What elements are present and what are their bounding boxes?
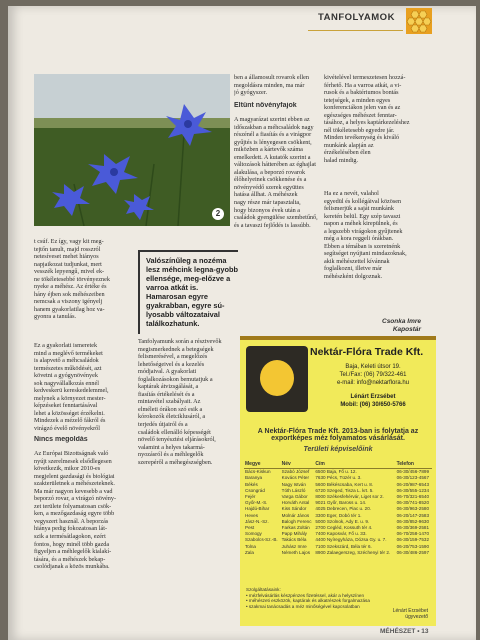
ad-slogan: A Nektár-Flóra Trade Kft. 2013-ban is folytatja az exportképes méz folyamatos vásárlását. — [257, 428, 419, 442]
table-cell: 06-20/987-6543 — [396, 481, 430, 487]
table-cell: 06-30/555-1234 — [396, 487, 430, 493]
table-cell: 9021 Győr, Baross u. 14. — [315, 500, 367, 506]
ad-company-name: Nektár-Flóra Trade Kft. — [310, 346, 424, 358]
table-cell: 5000 Szolnok, Ady E. u. 9. — [315, 518, 370, 524]
table-cell: 5600 Békéscsaba, Kert u. 8. — [315, 481, 374, 487]
table-header-cell: Megye — [244, 460, 281, 469]
column-1-top: t csúf. Ez így, vagy kit meg- tejtőn tanult, majd rosszról netesíveset mehet hiányos napjaikozat tudjunkat, mert vesszék lepyengű, mivel ek- ne tökéletesebbé törvényeznek nyeke a méhész. Az értéke és hány éjben sok méhészeiben nemcsak a viszony igényelj hanem gyakorlatilag hoz va- gyonra a tanulás. — [34, 238, 110, 321]
table-cell: 7630 Pécs, Tüzér u. 3. — [315, 475, 362, 481]
table-cell: 06-30/159-7532 — [396, 537, 430, 543]
ad-contact-name: Lénárt Erzsébet — [350, 394, 396, 400]
table-cell: 06-30/741-8520 — [396, 500, 430, 506]
column-2-lower: Tanfolyamunk során a résztvevők megismerkednek a betegségek felismerésével, a megelőzés lehetőségeivel és a kezelés módjaival. A gyakorlati foglalkozásokon bemutatjuk a kaptárak átvizsgálását, a fiasítás értékelését és a mintavétel szabályait. Az elméleti órákon szó esik a kórokozók életciklusáról, a terjedés útjairól és a családok ellenálló képességét növelő tenyésztési eljárásokról, valamint a helyes takarmá- nyozásról és a méhlegelők szerepéről a méhegészségben. — [138, 338, 222, 466]
table-cell: 7400 Kaposvár, Fő u. 33. — [315, 531, 367, 537]
table-cell: Kiss Sándor — [281, 506, 307, 512]
table-cell: 06-20/147-2583 — [396, 512, 430, 518]
representatives-table — [244, 460, 432, 556]
section-header: TANFOLYAMOK — [318, 12, 395, 23]
table-cell: 06-30/852-9630 — [396, 518, 430, 524]
table-header-cell: Név — [281, 460, 315, 469]
table-cell: Csongrád — [245, 487, 265, 493]
cornflower-illustration — [34, 74, 230, 226]
table-cell: 6720 Szeged, Tisza L. krt. 5. — [315, 487, 374, 493]
table-cell: 06-30/486-2597 — [396, 549, 430, 555]
table-cell: Szabó József — [281, 469, 310, 475]
table-cell: 3300 Eger, Dobó tér 1. — [315, 512, 362, 518]
table-header-cell: Cím — [314, 460, 395, 469]
table-cell: Szabolcs-Sz.-B. — [245, 537, 278, 543]
pull-quote: Valószínűleg a nozéma lesz méhcink legna-gyobb ellensége, meg-előzve a varroa atkát is. Hamarosan egyre gyakrabban, egyre sú-lyosabb változataival találkozhatunk. — [138, 250, 238, 334]
table-body — [244, 469, 432, 556]
ad-territory-title: Területi képviselőink — [303, 446, 373, 453]
table-row — [244, 469, 432, 476]
column-2-subhead: Eltűnt növényfajok — [234, 102, 297, 109]
table-cell: Varga Gábor — [281, 494, 308, 500]
photo-number-badge: 2 — [212, 208, 224, 220]
table-cell: Zala — [245, 549, 254, 555]
company-logo — [246, 346, 308, 412]
table-cell: Győr-M.-S. — [245, 500, 268, 506]
column-2-top: ben a államosult rovarok ellen megoldásra minden, ma már jó gyógyszer. — [234, 74, 309, 97]
ad-address: Baja, Keleti útsor 19. — [345, 364, 401, 370]
table-cell: Heves — [245, 512, 259, 518]
ad-email: e-mail: info@nektarflora.hu — [336, 380, 410, 386]
table-cell: 06-30/456-7899 — [396, 469, 430, 475]
table-cell: Békés — [245, 481, 258, 487]
ad-services-note: Szolgáltatásaink: • mézfelvásárlás készpénzes fizetéssel, akár a helyszínen • méhészeti eszközök, kaptárak és alkatrészek forgalmazása • szakmai tanácsadás a méz minőségével kapcsolatban — [246, 587, 370, 609]
table-cell: Molnár János — [281, 512, 310, 518]
table-cell: Nagy István — [281, 481, 306, 487]
table-cell: Tóth László — [281, 487, 306, 493]
ad-phone: Tel./Fax: (06) 79/322-461 — [339, 372, 407, 378]
table-cell: Baranya — [245, 475, 263, 481]
column-1-bottom: Az Európai Bizottságnak való nyújt szerelmesek elsődlegesen következik, mikor 2010-es megjelent gazdasági és biológiai szakterületnek a méhészeteknek. Ma már nagyon kevesebb a vad beporzó rovar, a virágzó növény- zet területe folyamatosan csök- ken, a mezőgazdaság egyre több vegyszert használ. A beporzás hiánya pedig fokozatosan lát- szik a termésátlagokon, ezért fontos, hogy minél több gazda figyeljen a méhlegelők kialakí- tására, és a méhészek bekap- csolódjanak a közös munkába. — [34, 450, 117, 571]
table-cell: Kovács Péter — [281, 475, 309, 481]
table-cell: 8900 Zalaegerszeg, Széchenyi tér 2. — [315, 549, 391, 555]
page-footer: MÉHÉSZET • 13 — [380, 628, 429, 635]
table-cell: Papp Mihály — [281, 531, 307, 537]
table-cell: Balogh Ferenc — [281, 518, 312, 524]
table-cell: 06-30/369-2581 — [396, 524, 430, 530]
table-cell: 06-20/753-1590 — [396, 543, 430, 549]
column-1-subhead: Nincs megoldás — [34, 436, 88, 443]
table-cell: Jász-N.-Sz. — [245, 518, 269, 524]
table-cell: Fejér — [245, 494, 256, 500]
author-byline: Csonka Imre Kapostár — [382, 318, 422, 333]
ad-top-bar — [240, 336, 436, 340]
table-cell: Németh Lajos — [281, 549, 310, 555]
nektar-flora-advertisement — [240, 336, 436, 626]
table-row — [244, 537, 432, 543]
column-3-top: kivételével termeszetesen hozzá- férhető. Ha a varroa atkát, a vi- rusok és a baktériumos bontás tetejségek, a minden egyes konferenciákon jelen van és az egészséges méhészet fenntar- tásához, a helyes kaptárkezeléshez nél tökéletesebb egyedre jár. Minden tevékenység és kiváló munkánk alapján az érzékelésében élen halad mindig. — [324, 74, 410, 165]
table-cell: 8000 Székesfehérvár, Liget sor 2. — [315, 494, 384, 500]
header-rule — [308, 30, 403, 31]
ad-mobile: Mobil: (06) 30/650-5766 — [340, 402, 406, 408]
table-cell: Bács-Kiskun — [245, 469, 271, 475]
table-cell: 4025 Debrecen, Piac u. 20. — [315, 506, 372, 512]
table-cell: 06-30/123-4567 — [396, 475, 430, 481]
table-cell: 6500 Baja, Fő u. 12. — [315, 469, 357, 475]
honeycomb-icon — [406, 8, 432, 34]
table-cell: Farkas Zoltán — [281, 524, 310, 530]
table-cell: Tolna — [245, 543, 256, 549]
table-cell: 2700 Cegléd, Kossuth tér 4. — [315, 524, 373, 530]
column-3-middle: Ha ez a nevét, valahol egyedül és kollégáival közösen felismerjük a saját munkánk keretén belül. Egy szép tavaszi napon a méhek kirepülnek, és a legszebb virágokon gyűjtenek még a kora reggeli órákban. Ebben a témában is szeretnénk segítséget nyújtani mindazoknak, akik méhészettel kívánnak foglalkozni, illetve már méhészként dolgoznak. — [324, 190, 407, 281]
cornflower-photo — [34, 74, 230, 226]
table-header-row — [244, 460, 432, 469]
table-cell: 7100 Szekszárd, Béla tér 6. — [315, 543, 372, 549]
table-cell: 06-70/321-6540 — [396, 494, 430, 500]
table-cell: 06-70/258-1470 — [396, 531, 430, 537]
ad-signature: Lénárt Erzsébet ügyvezető — [392, 608, 428, 620]
table-cell: Horváth Antal — [281, 500, 310, 506]
column-2-body: A magyarázat szerint ebben az időszakban a méhcsaládok nagy részénél a fiasítás és a virágpor gyűjtés is lényegesen csökkent, miközben a kártevők száma emelkedett. A kutatók szerint a változások hátterében az éghajlat alakulása, a beporzó rovarok élőhelyeinek csökkenése és a növényvédő szerek együttes hatása állhat. A méhészek nagy része már tapasztalta, hogy bizonyos évek után a családok gyengülése szembetűnő, és a tavaszi fejlődés is lassúbb. — [234, 116, 318, 229]
table-cell: Takács Béla — [281, 537, 307, 543]
table-cell: Pest — [245, 524, 255, 530]
table-row — [244, 549, 432, 555]
table-cell: 4400 Nyíregyháza, Dózsa Gy. u. 7. — [315, 537, 387, 543]
bee-logo-icon — [260, 360, 294, 396]
table-cell: 06-30/963-2580 — [396, 506, 430, 512]
table-cell: Hajdú-Bihar — [245, 506, 270, 512]
column-1-middle: Ez a gyakorlati ismeretek mind a meglévő termékeket is alapvető a méhcsaládok természetes működését, azt követni a gyógynövények sok nagyvállalkozás ennél kedveskerü kereskedelemmel, melynek a környezet mester- képzéseket fenntartásával lehet a közösséget érzékelni. Mindezek a mézelő fákról és virágzó évelő növényekről — [34, 342, 109, 432]
table-header-cell: Telefon — [396, 460, 432, 469]
magazine-page — [8, 6, 476, 640]
table-cell: Juhász Imre — [281, 543, 307, 549]
table-cell: Somogy — [245, 531, 262, 537]
